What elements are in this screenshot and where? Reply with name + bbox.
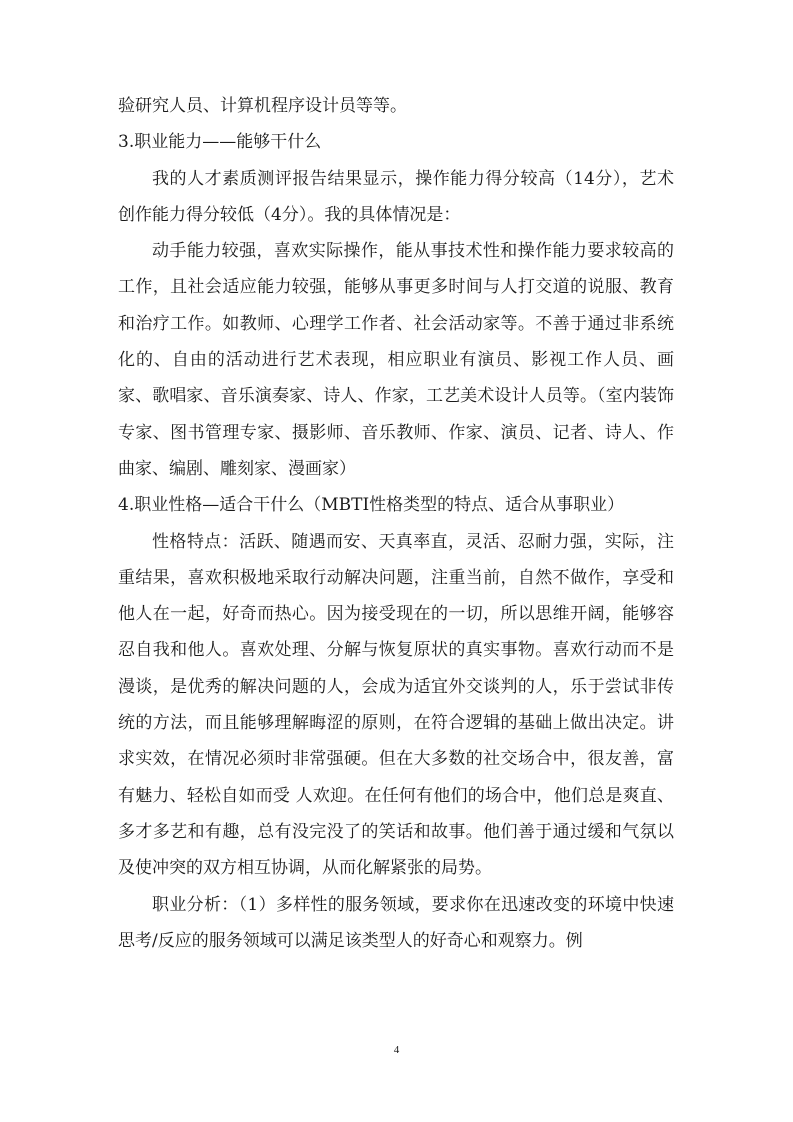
section-heading-career-ability: 3.职业能力——能够干什么 [118,132,322,153]
page-number: 4 [393,1044,400,1056]
paragraph-continuation: 验研究人员、计算机程序设计员等等。 [118,96,407,116]
paragraph-ability-details: 动手能力较强，喜欢实际操作，能从事技术性和操作能力要求较高的工作，且社会适应能力较强，能够从事更多时间与人打交道的说服、教育和治疗工作。如教师、心理学工作者、社会活动家等。不善于通过非系统化的、自由的活动进行艺术表现，相应职业有演员、影视工作人员、画家、歌唱家、音乐演奏家、诗人、作家，工艺美术设计人员等。（室内装饰专家、图书管理专家、摄影师、音乐教师、作家、演员、记者、诗人、作曲家、编剧、雕刻家、漫画家） [118,241,674,479]
paragraph-assessment-result: 我的人才素质测评报告结果显示，操作能力得分较高（14分），艺术创作能力得分较低（4分）。我的具体情况是： [118,168,674,225]
paragraph-career-analysis: 职业分析：（1）多样性的服务领域，要求你在迅速改变的环境中快速思考/反应的服务领域可以满足该类型人的好奇心和观察力。例 [118,894,674,951]
section-heading-career-personality: 4.职业性格—适合干什么（MBTI性格类型的特点、适合从事职业） [118,495,625,516]
paragraph-personality-traits: 性格特点：活跃、随遇而安、天真率直，灵活、忍耐力强，实际，注重结果，喜欢积极地采取行动解决问题，注重当前，自然不做作，享受和他人在一起，好奇而热心。因为接受现在的一切，所以思维开阔，能够容忍自我和他人。喜欢处理、分解与恢复原状的真实事物。喜欢行动而不是漫谈，是优秀的解决问题的人，会成为适宜外交谈判的人，乐于尝试非传统的方法，而且能够理解晦涩的原则，在符合逻辑的基础上做出决定。讲求实效，在情况必须时非常强硬。但在大多数的社交场合中，很友善，富有魅力、轻松自如而受 人欢迎。在任何有他们的场合中，他们总是爽直、多才多艺和有趣，总有没完没了的笑话和故事。他们善于通过缓和气氛以及使冲突的双方相互协调，从而化解紧张的局势。 [118,531,674,879]
page-content [118,88,674,959]
